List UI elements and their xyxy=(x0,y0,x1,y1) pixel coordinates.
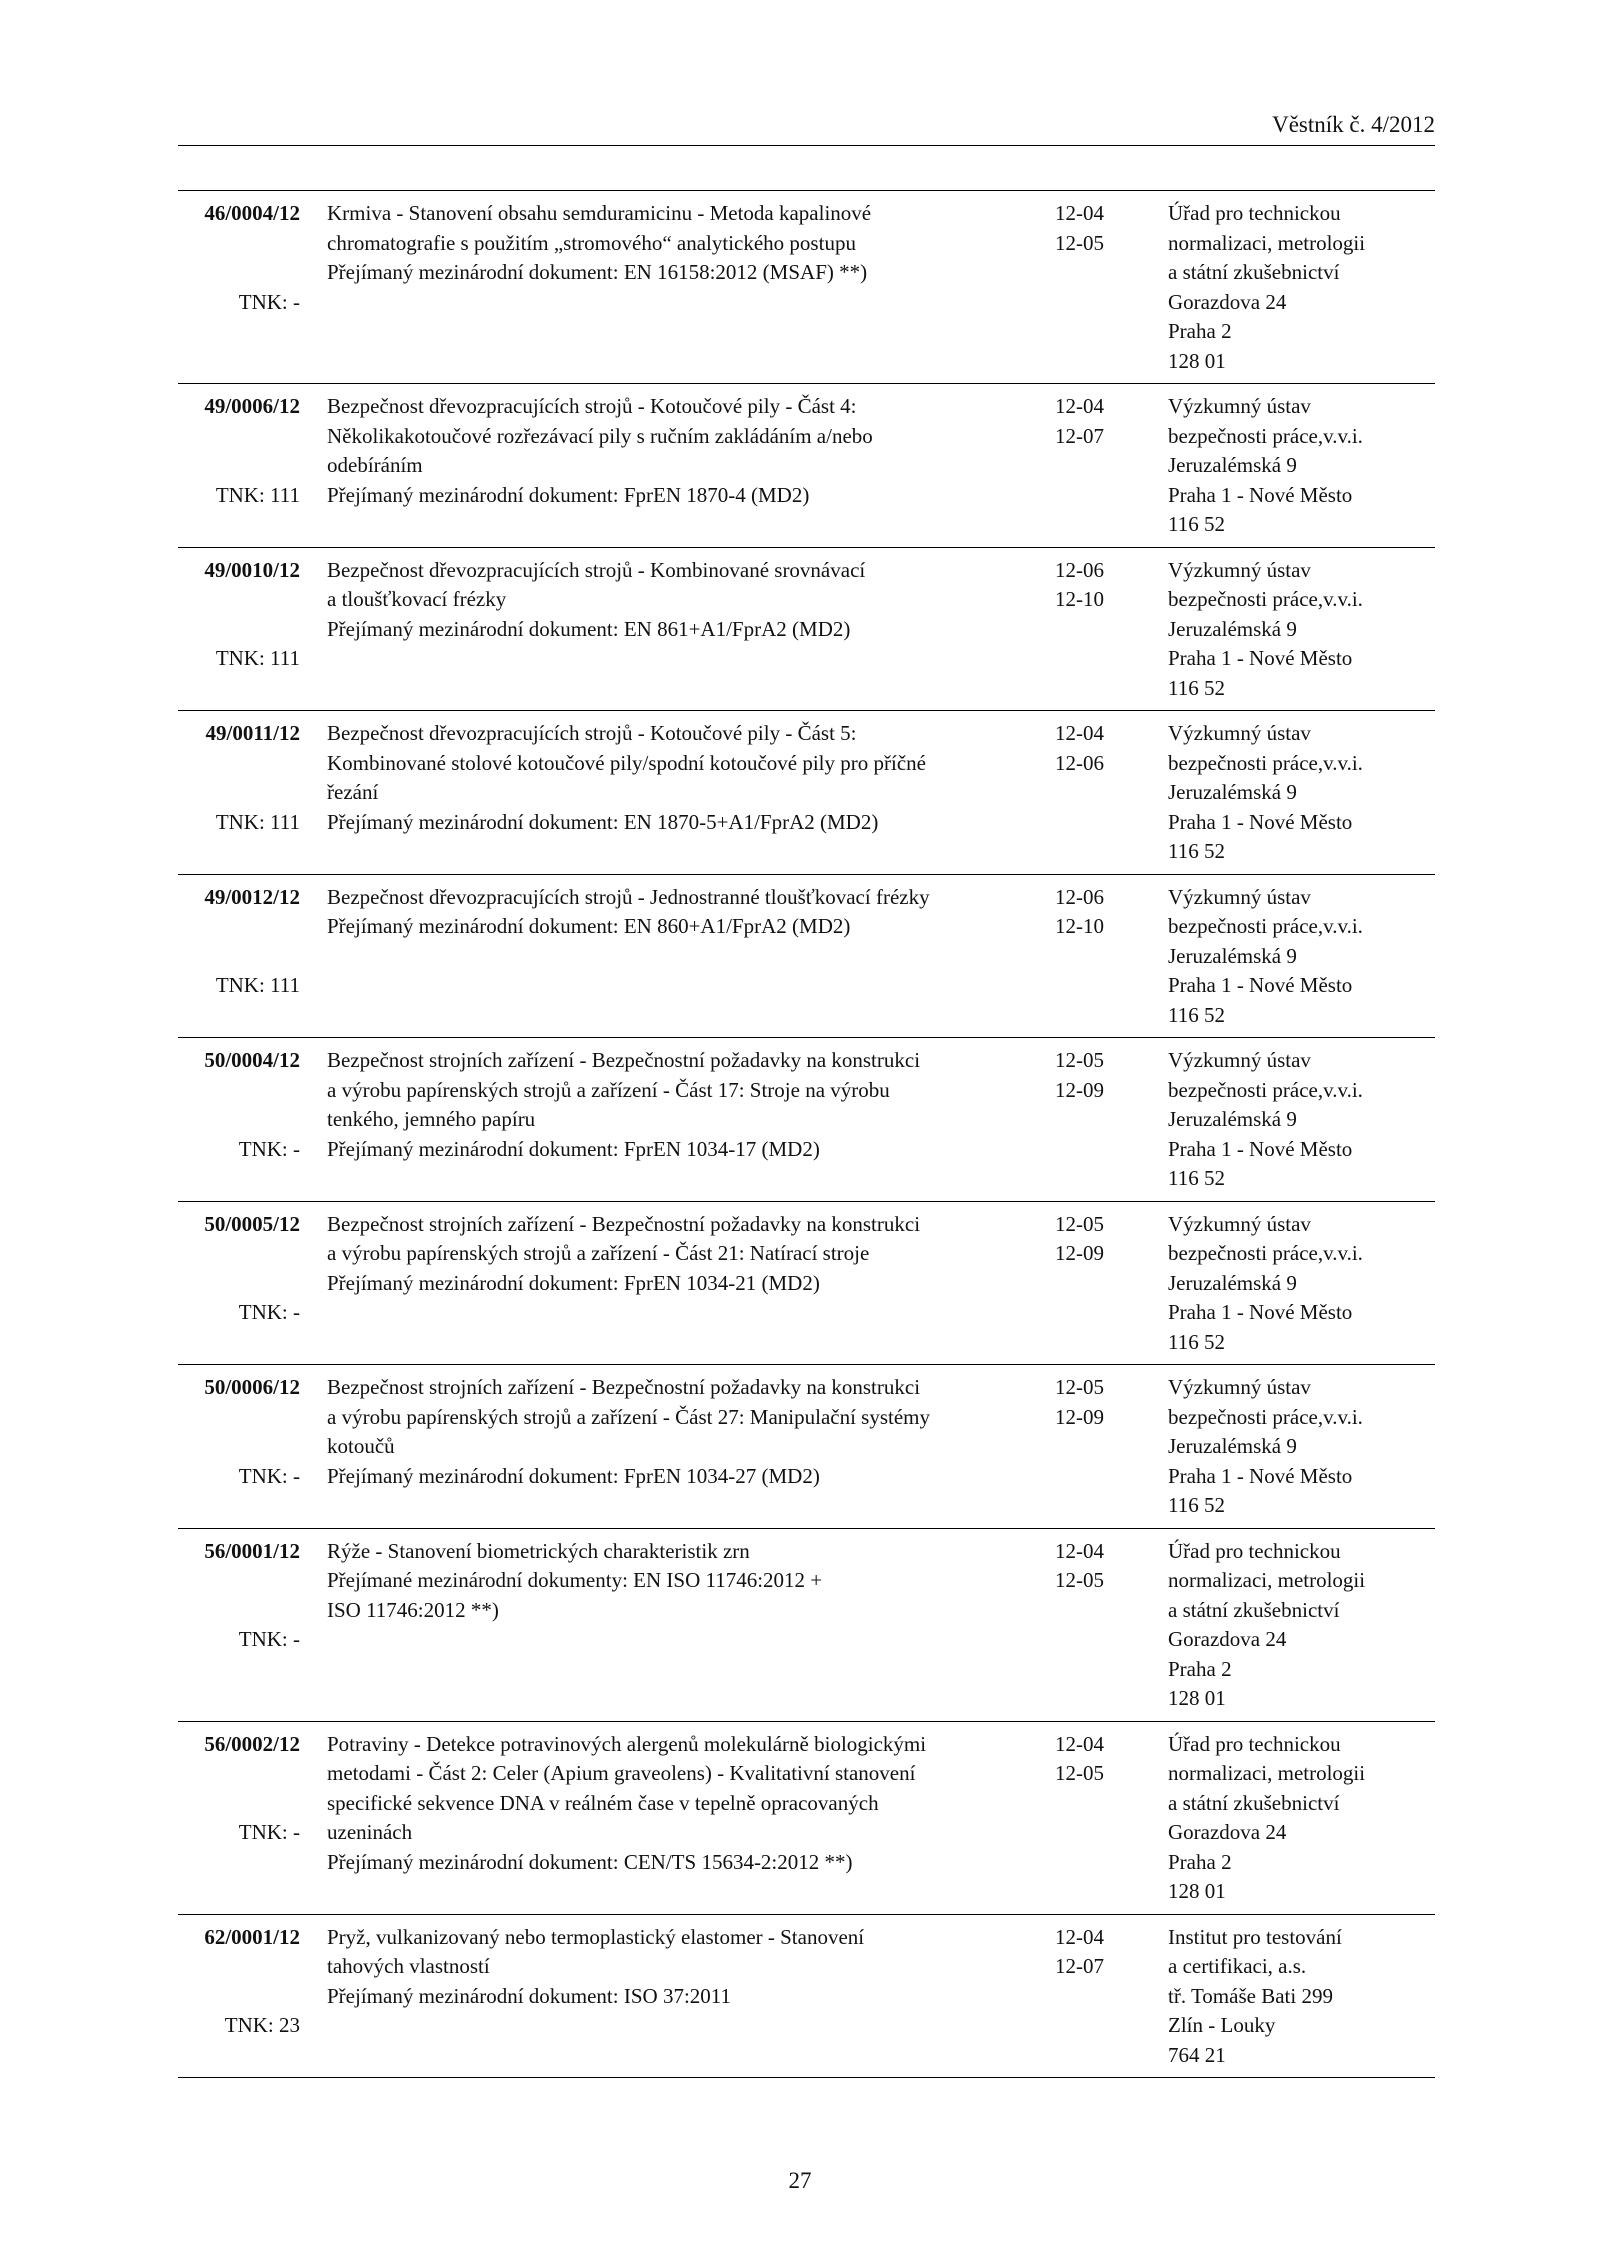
entry-organization-line: normalizaci, metrologii xyxy=(1168,1568,1366,1592)
entry-organization-line: Zlín - Louky xyxy=(1168,2013,1276,2037)
entry-date: 12-04 xyxy=(1055,1731,1104,1756)
entry-date: 12-06 xyxy=(1055,750,1104,775)
entry-organization xyxy=(1168,883,1435,1031)
standard-entry xyxy=(178,1038,1435,1202)
entry-tnk: TNK: - xyxy=(238,1136,300,1161)
entry-date: 12-09 xyxy=(1055,1077,1104,1102)
entry-title-line: Krmiva - Stanovení obsahu semduramicinu - Metoda kapalinové xyxy=(327,201,872,225)
entry-dates xyxy=(1055,1537,1125,1596)
entry-tnk: TNK: - xyxy=(238,289,300,314)
entry-title-line: Přejímaný mezinárodní dokument: ISO 37:2011 xyxy=(327,1983,731,2008)
entry-code: 56/0002/12 xyxy=(204,1731,300,1756)
entry-title-line: a výrobu papírenských strojů a zařízení - Část 17: Stroje na výrobu xyxy=(327,1077,890,1102)
entry-organization-line: Praha 1 - Nové Město xyxy=(1168,809,1353,834)
entry-title-line: a tloušťkovací frézky xyxy=(327,587,507,611)
entry-title-line: Přejímaný mezinárodní dokument: CEN/TS 15634-2:2012 **) xyxy=(327,1849,853,1874)
entry-organization-line: Výzkumný ústav xyxy=(1168,1375,1311,1399)
entry-title-line: tahových vlastností xyxy=(327,1954,490,1978)
entry-organization-line: Praha 1 - Nové Město xyxy=(1168,973,1353,997)
entry-date: 12-05 xyxy=(1055,1048,1104,1072)
entry-title-line: Přejímaný mezinárodní dokument: EN 860+A1/FprA2 (MD2) xyxy=(327,914,851,938)
entry-dates xyxy=(1055,556,1125,615)
entry-tnk: TNK: 111 xyxy=(215,809,300,834)
entry-dates xyxy=(1055,199,1125,258)
entry-date: 12-05 xyxy=(1055,1211,1104,1236)
entry-dates xyxy=(1055,392,1125,451)
entry-title xyxy=(327,883,1037,942)
entry-organization-line: Praha 1 - Nové Město xyxy=(1168,1463,1353,1488)
entry-organization-line: normalizaci, metrologii xyxy=(1168,230,1366,255)
entry-title-line: a výrobu papírenských strojů a zařízení - Část 21: Natírací stroje xyxy=(327,1241,870,1265)
entry-organization-line: Jeruzalémská 9 xyxy=(1168,453,1297,477)
entry-date: 12-04 xyxy=(1055,1538,1104,1563)
entry-date: 12-04 xyxy=(1055,1924,1104,1949)
entry-organization-line: 116 52 xyxy=(1168,1002,1225,1027)
entry-code-column xyxy=(178,556,300,704)
entry-organization-line: 128 01 xyxy=(1168,1686,1226,1710)
entry-code-column xyxy=(178,1046,300,1194)
entry-tnk: TNK: - xyxy=(238,1463,300,1488)
standard-entry xyxy=(178,875,1435,1039)
entry-code-column xyxy=(178,1923,300,2071)
page-number: 27 xyxy=(788,2168,812,2193)
entry-code: 49/0006/12 xyxy=(204,394,300,418)
entry-title-line: Bezpečnost strojních zařízení - Bezpečnostní požadavky na konstrukci xyxy=(327,1048,921,1072)
entry-organization-line: 128 01 xyxy=(1168,348,1226,373)
entry-dates xyxy=(1055,1210,1125,1269)
entry-organization-line: Jeruzalémská 9 xyxy=(1168,1270,1297,1295)
standard-entry xyxy=(178,1915,1435,2079)
entry-title xyxy=(327,1373,1037,1491)
entry-organization xyxy=(1168,719,1435,867)
entry-organization-line: 116 52 xyxy=(1168,1329,1225,1354)
standard-entry xyxy=(178,548,1435,712)
entry-code: 50/0004/12 xyxy=(204,1048,300,1072)
entry-title-line: Přejímaný mezinárodní dokument: EN 1870-5+A1/FprA2 (MD2) xyxy=(327,809,879,834)
entry-dates xyxy=(1055,719,1125,778)
entry-code: 49/0012/12 xyxy=(204,884,300,909)
entry-date: 12-05 xyxy=(1055,1761,1104,1785)
entry-organization xyxy=(1168,392,1435,540)
entry-organization-line: 128 01 xyxy=(1168,1879,1226,1903)
entry-organization-line: Praha 1 - Nové Město xyxy=(1168,1300,1353,1324)
entry-organization-line: Praha 2 xyxy=(1168,1849,1232,1874)
entry-organization-line: Gorazdova 24 xyxy=(1168,1627,1287,1651)
entry-code-column xyxy=(178,1210,300,1358)
entry-title-line: specifické sekvence DNA v reálném čase v tepelně opracovaných xyxy=(327,1790,879,1815)
entry-title-line: Přejímaný mezinárodní dokument: FprEN 1034-21 (MD2) xyxy=(327,1270,820,1295)
entry-title-line: metodami - Část 2: Celer (Apium graveolens) - Kvalitativní stanovení xyxy=(327,1761,916,1785)
entry-organization-line: a certifikaci, a.s. xyxy=(1168,1954,1307,1978)
entry-date: 12-05 xyxy=(1055,1375,1104,1399)
entry-organization xyxy=(1168,1046,1435,1194)
entry-title xyxy=(327,1730,1037,1878)
entry-title-line: odebíráním xyxy=(327,453,423,477)
entry-title-line: Kombinované stolové kotoučové pily/spodní kotoučové pily pro příčné xyxy=(327,750,926,775)
entry-code-column xyxy=(178,719,300,867)
entry-code-column xyxy=(178,392,300,540)
entry-organization-line: Praha 2 xyxy=(1168,319,1232,343)
entry-organization xyxy=(1168,1373,1435,1521)
entry-organization-line: bezpečnosti práce,v.v.i. xyxy=(1168,750,1363,775)
entry-date: 12-10 xyxy=(1055,587,1104,611)
entry-organization-line: a státní zkušebnictví xyxy=(1168,1790,1340,1815)
entry-title-line: uzeninách xyxy=(327,1820,413,1844)
entry-organization-line: Praha 2 xyxy=(1168,1656,1232,1681)
entry-title-line: Přejímané mezinárodní dokumenty: EN ISO 11746:2012 + xyxy=(327,1568,823,1592)
entry-organization-line: bezpečnosti práce,v.v.i. xyxy=(1168,1241,1363,1265)
standard-entry xyxy=(178,1722,1435,1915)
entry-title-line: Bezpečnost dřevozpracujících strojů - Kotoučové pily - Část 4: xyxy=(327,394,857,418)
entry-organization xyxy=(1168,199,1435,376)
entry-date: 12-09 xyxy=(1055,1241,1104,1265)
entry-date: 12-07 xyxy=(1055,1954,1104,1978)
standard-entry xyxy=(178,1365,1435,1529)
entry-organization-line: bezpečnosti práce,v.v.i. xyxy=(1168,1077,1363,1102)
entry-organization-line: Gorazdova 24 xyxy=(1168,289,1287,314)
entry-organization-line: 116 52 xyxy=(1168,1493,1225,1517)
entry-date: 12-07 xyxy=(1055,423,1104,448)
entry-title-line: ISO 11746:2012 **) xyxy=(327,1597,499,1622)
entry-title xyxy=(327,556,1037,645)
entry-title xyxy=(327,1923,1037,2012)
entry-title-line: Přejímaný mezinárodní dokument: EN 861+A1/FprA2 (MD2) xyxy=(327,616,851,641)
entry-tnk: TNK: - xyxy=(238,1820,300,1844)
entry-date: 12-10 xyxy=(1055,914,1104,938)
standard-entry xyxy=(178,1202,1435,1366)
entry-organization xyxy=(1168,1537,1435,1714)
standard-entry xyxy=(178,1529,1435,1722)
entry-title-line: Přejímaný mezinárodní dokument: FprEN 1870-4 (MD2) xyxy=(327,482,810,507)
entry-title xyxy=(327,392,1037,510)
entry-organization-line: 116 52 xyxy=(1168,1166,1225,1190)
entry-dates xyxy=(1055,1373,1125,1432)
entry-code: 50/0005/12 xyxy=(204,1211,300,1236)
entry-title-line: Přejímaný mezinárodní dokument: FprEN 1034-27 (MD2) xyxy=(327,1463,820,1488)
entry-tnk: TNK: 111 xyxy=(215,973,300,997)
entry-date: 12-09 xyxy=(1055,1404,1104,1429)
entry-organization-line: Praha 1 - Nové Město xyxy=(1168,482,1353,507)
entry-code-column xyxy=(178,1537,300,1714)
entry-date: 12-06 xyxy=(1055,884,1104,909)
entry-tnk: TNK: 23 xyxy=(224,2013,300,2037)
entry-code: 46/0004/12 xyxy=(204,201,300,225)
entry-title-line: Několikakotoučové rozřezávací pily s ručním zakládáním a/nebo xyxy=(327,423,873,448)
entry-organization-line: Výzkumný ústav xyxy=(1168,721,1311,745)
entry-date: 12-04 xyxy=(1055,721,1104,745)
entry-organization-line: Úřad pro technickou xyxy=(1168,1538,1341,1563)
entry-organization-line: bezpečnosti práce,v.v.i. xyxy=(1168,587,1363,611)
entry-code: 62/0001/12 xyxy=(204,1924,300,1949)
entry-organization-line: Výzkumný ústav xyxy=(1168,394,1311,418)
entry-title-line: Přejímaný mezinárodní dokument: EN 16158:2012 (MSAF) **) xyxy=(327,260,868,284)
entry-organization-line: 116 52 xyxy=(1168,839,1225,863)
entry-date: 12-05 xyxy=(1055,230,1104,255)
bulletin-title: Věstník č. 4/2012 xyxy=(1272,112,1435,137)
entry-title-line: tenkého, jemného papíru xyxy=(327,1107,536,1131)
entry-organization xyxy=(1168,556,1435,704)
standards-list xyxy=(178,190,1435,2078)
entry-organization xyxy=(1168,1923,1435,2071)
entry-code: 49/0011/12 xyxy=(205,721,300,745)
entry-title xyxy=(327,1537,1037,1626)
entry-organization-line: bezpečnosti práce,v.v.i. xyxy=(1168,914,1363,938)
entry-code: 49/0010/12 xyxy=(204,557,300,582)
entry-title-line: Rýže - Stanovení biometrických charakteristik zrn xyxy=(327,1538,750,1563)
entry-dates xyxy=(1055,1046,1125,1105)
entry-organization-line: 116 52 xyxy=(1168,675,1225,700)
entry-title xyxy=(327,1210,1037,1299)
entry-tnk: TNK: - xyxy=(238,1627,300,1651)
entry-dates xyxy=(1055,883,1125,942)
entry-title-line: Bezpečnost dřevozpracujících strojů - Kotoučové pily - Část 5: xyxy=(327,721,857,745)
entry-tnk: TNK: 111 xyxy=(215,482,300,507)
entry-organization-line: 116 52 xyxy=(1168,512,1225,536)
entry-title-line: chromatografie s použitím „stromového“ analytického postupu xyxy=(327,230,856,255)
entry-code-column xyxy=(178,1373,300,1521)
entry-organization-line: Jeruzalémská 9 xyxy=(1168,616,1297,641)
entry-organization-line: Gorazdova 24 xyxy=(1168,1820,1287,1844)
entry-title xyxy=(327,199,1037,288)
entry-organization-line: a státní zkušebnictví xyxy=(1168,1597,1340,1622)
entry-organization-line: Výzkumný ústav xyxy=(1168,557,1311,582)
entry-tnk: TNK: 111 xyxy=(215,646,300,670)
entry-organization-line: Výzkumný ústav xyxy=(1168,1048,1311,1072)
standard-entry xyxy=(178,711,1435,875)
entry-organization-line: Jeruzalémská 9 xyxy=(1168,1434,1297,1458)
entry-organization-line: Praha 1 - Nové Město xyxy=(1168,1136,1353,1161)
entry-code-column xyxy=(178,1730,300,1907)
entry-dates xyxy=(1055,1730,1125,1789)
entry-code-column xyxy=(178,199,300,376)
entry-title-line: řezání xyxy=(327,780,379,804)
entry-organization-line: Úřad pro technickou xyxy=(1168,201,1341,225)
entry-organization xyxy=(1168,1730,1435,1907)
page-header xyxy=(178,108,1435,146)
entry-date: 12-06 xyxy=(1055,557,1104,582)
entry-organization-line: Úřad pro technickou xyxy=(1168,1731,1341,1756)
entry-title-line: Potraviny - Detekce potravinových alergenů molekulárně biologickými xyxy=(327,1731,927,1756)
entry-organization-line: Institut pro testování xyxy=(1168,1924,1342,1949)
entry-organization-line: a státní zkušebnictví xyxy=(1168,260,1340,284)
entry-organization-line: tř. Tomáše Bati 299 xyxy=(1168,1983,1333,2008)
entry-title-line: Bezpečnost dřevozpracujících strojů - Jednostranné tloušťkovací frézky xyxy=(327,884,930,909)
standard-entry xyxy=(178,384,1435,548)
entry-organization-line: Výzkumný ústav xyxy=(1168,1211,1311,1236)
entry-title-line: kotoučů xyxy=(327,1434,395,1458)
entry-code: 50/0006/12 xyxy=(204,1375,300,1399)
entry-title-line: Pryž, vulkanizovaný nebo termoplastický elastomer - Stanovení xyxy=(327,1924,865,1949)
entry-title-line: Bezpečnost strojních zařízení - Bezpečnostní požadavky na konstrukci xyxy=(327,1211,921,1236)
entry-date: 12-04 xyxy=(1055,394,1104,418)
entry-organization-line: 764 21 xyxy=(1168,2042,1226,2067)
entry-dates xyxy=(1055,1923,1125,1982)
entry-date: 12-05 xyxy=(1055,1568,1104,1592)
entry-organization-line: Jeruzalémská 9 xyxy=(1168,943,1297,968)
entry-organization xyxy=(1168,1210,1435,1358)
entry-organization-line: bezpečnosti práce,v.v.i. xyxy=(1168,423,1363,448)
entry-code-column xyxy=(178,883,300,1031)
entry-organization-line: normalizaci, metrologii xyxy=(1168,1761,1366,1785)
entry-title xyxy=(327,719,1037,837)
entry-organization-line: Výzkumný ústav xyxy=(1168,884,1311,909)
entry-organization-line: bezpečnosti práce,v.v.i. xyxy=(1168,1404,1363,1429)
standard-entry xyxy=(178,191,1435,384)
entry-title-line: a výrobu papírenských strojů a zařízení - Část 27: Manipulační systémy xyxy=(327,1404,931,1429)
entry-title-line: Bezpečnost strojních zařízení - Bezpečnostní požadavky na konstrukci xyxy=(327,1375,921,1399)
entry-organization-line: Jeruzalémská 9 xyxy=(1168,1107,1297,1131)
entry-title-line: Bezpečnost dřevozpracujících strojů - Kombinované srovnávací xyxy=(327,557,866,582)
entry-date: 12-04 xyxy=(1055,201,1104,225)
entry-title xyxy=(327,1046,1037,1164)
entry-organization-line: Jeruzalémská 9 xyxy=(1168,780,1297,804)
entry-tnk: TNK: - xyxy=(238,1300,300,1324)
entry-code: 56/0001/12 xyxy=(204,1538,300,1563)
entry-title-line: Přejímaný mezinárodní dokument: FprEN 1034-17 (MD2) xyxy=(327,1136,820,1161)
entry-organization-line: Praha 1 - Nové Město xyxy=(1168,646,1353,670)
